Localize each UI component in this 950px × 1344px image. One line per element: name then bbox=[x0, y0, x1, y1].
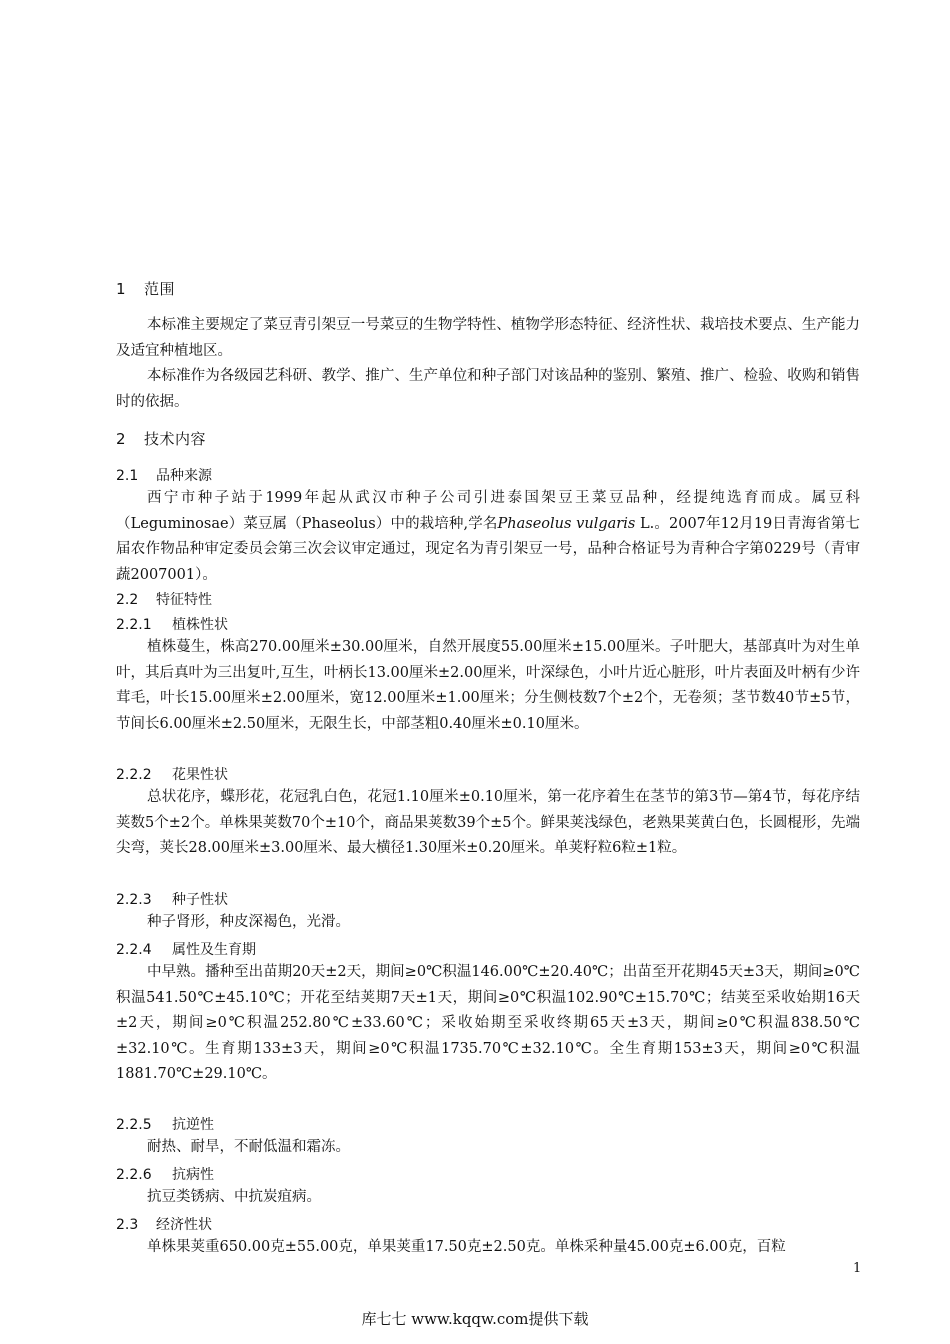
section-number: 2.2.5 bbox=[116, 1117, 152, 1133]
section-2-2-5-heading bbox=[116, 1114, 214, 1134]
section-2-2-3-heading bbox=[116, 889, 228, 909]
page-number: 1 bbox=[853, 1261, 862, 1276]
paragraph: 种子肾形，种皮深褐色，光滑。 bbox=[147, 914, 350, 930]
section-number: 2 bbox=[116, 430, 127, 448]
latin-name: Phaseolus vulgaris bbox=[497, 515, 636, 532]
paragraph: 单株果荚重650.00克±55.00克，单果荚重17.50克±2.50克。单株采种量45.00克±6.00克，百粒 bbox=[147, 1239, 786, 1255]
paragraph: 本标准主要规定了菜豆青引架豆一号菜豆的生物学特性、植物学形态特征、经济性状、栽培技术要点、生产能力及适宜种植地区。 bbox=[116, 317, 860, 359]
section-2-2-heading bbox=[116, 589, 212, 609]
section-number: 2.3 bbox=[116, 1217, 139, 1233]
paragraph bbox=[116, 486, 860, 588]
section-number: 1 bbox=[116, 280, 127, 298]
section-title: 范围 bbox=[144, 280, 176, 298]
section-1-heading bbox=[116, 278, 175, 299]
section-2-heading bbox=[116, 428, 206, 449]
section-title: 花果性状 bbox=[172, 767, 228, 783]
text: 西宁市种子站于1999年起从武汉市种子公司引进泰国架豆王菜豆品种，经提纯选育而成。属豆科（Leguminosae）菜豆属（Phaseolus）中的栽培种,学名 bbox=[116, 490, 860, 532]
section-2-2-2-heading bbox=[116, 764, 228, 784]
paragraph: 总状花序，蝶形花，花冠乳白色，花冠1.10厘米±0.10厘米，第一花序着生在茎节的第3节—第4节，每花序结荚数5个±2个。单株果荚数70个±10个，商品果荚数39个±5个。鲜果荚浅绿色，老熟果荚黄白色，长圆棍形，先端尖弯，荚长28.00厘米±3.00厘米、最大横径1.30厘米±0.20厘米。单荚籽粒6粒±1粒。 bbox=[116, 789, 860, 856]
section-title: 抗逆性 bbox=[172, 1117, 214, 1133]
section-number: 2.2.3 bbox=[116, 892, 152, 908]
section-2-2-4-heading bbox=[116, 939, 256, 959]
section-2-2-1-heading bbox=[116, 614, 228, 634]
section-title: 植株性状 bbox=[172, 617, 228, 633]
section-2-2-6-heading bbox=[116, 1164, 214, 1184]
section-title: 经济性状 bbox=[156, 1217, 212, 1233]
section-number: 2.1 bbox=[116, 468, 139, 484]
paragraph: 本标准作为各级园艺科研、教学、推广、生产单位和种子部门对该品种的鉴别、繁殖、推广、检验、收购和销售时的依据。 bbox=[116, 368, 860, 410]
paragraph: 中早熟。播种至出苗期20天±2天，期间≥0℃积温146.00℃±20.40℃；出苗至开花期45天±3天，期间≥0℃积温541.50℃±45.10℃；开花至结荚期7天±1天，期间≥0℃积温102.90℃±15.70℃；结荚至采收始期16天±2天，期间≥0℃积温252.80℃±33.60℃；采收始期至采收终期65天±3天，期间≥0℃积温838.50℃±32.10℃。生育期133±3天，期间≥0℃积温1735.70℃±32.10℃。全生育期153±3天，期间≥0℃积温1881.70℃±29.10℃。 bbox=[116, 964, 860, 1082]
section-title: 特征特性 bbox=[156, 592, 212, 608]
section-number: 2.2.6 bbox=[116, 1167, 152, 1183]
section-title: 抗病性 bbox=[172, 1167, 214, 1183]
section-2-1-heading bbox=[116, 465, 212, 485]
section-number: 2.2.2 bbox=[116, 767, 152, 783]
section-title: 技术内容 bbox=[144, 430, 207, 448]
section-number: 2.2 bbox=[116, 592, 139, 608]
section-title: 属性及生育期 bbox=[172, 942, 256, 958]
paragraph: 耐热、耐旱，不耐低温和霜冻。 bbox=[147, 1139, 350, 1155]
text: L.。2007年12月19日青海省第七届农作物品种审定委员会第三次会议审定通过，现定名为青引架豆一号，品种合格证号为青种合字第0229号（青审蔬2007001）。 bbox=[116, 515, 860, 583]
section-title: 品种来源 bbox=[156, 468, 212, 484]
section-2-3-heading bbox=[116, 1214, 212, 1234]
paragraph: 植株蔓生，株高270.00厘米±30.00厘米，自然开展度55.00厘米±15.00厘米。子叶肥大，基部真叶为对生单叶，其后真叶为三出复叶,互生，叶柄长13.00厘米±2.00厘米，叶深绿色，小叶片近心脏形，叶片表面及叶柄有少许茸毛，叶长15.00厘米±2.00厘米，宽12.00厘米±1.00厘米；分生侧枝数7个±2个，无卷须；茎节数40节±5节，节间长6.00厘米±2.50厘米，无限生长，中部茎粗0.40厘米±0.10厘米。 bbox=[116, 639, 860, 732]
footer-download-note: 库七七 www.kqqw.com提供下载 bbox=[361, 1310, 589, 1328]
section-number: 2.2.1 bbox=[116, 617, 152, 633]
section-title: 种子性状 bbox=[172, 892, 228, 908]
section-number: 2.2.4 bbox=[116, 942, 152, 958]
paragraph: 抗豆类锈病、中抗炭疽病。 bbox=[147, 1189, 321, 1205]
